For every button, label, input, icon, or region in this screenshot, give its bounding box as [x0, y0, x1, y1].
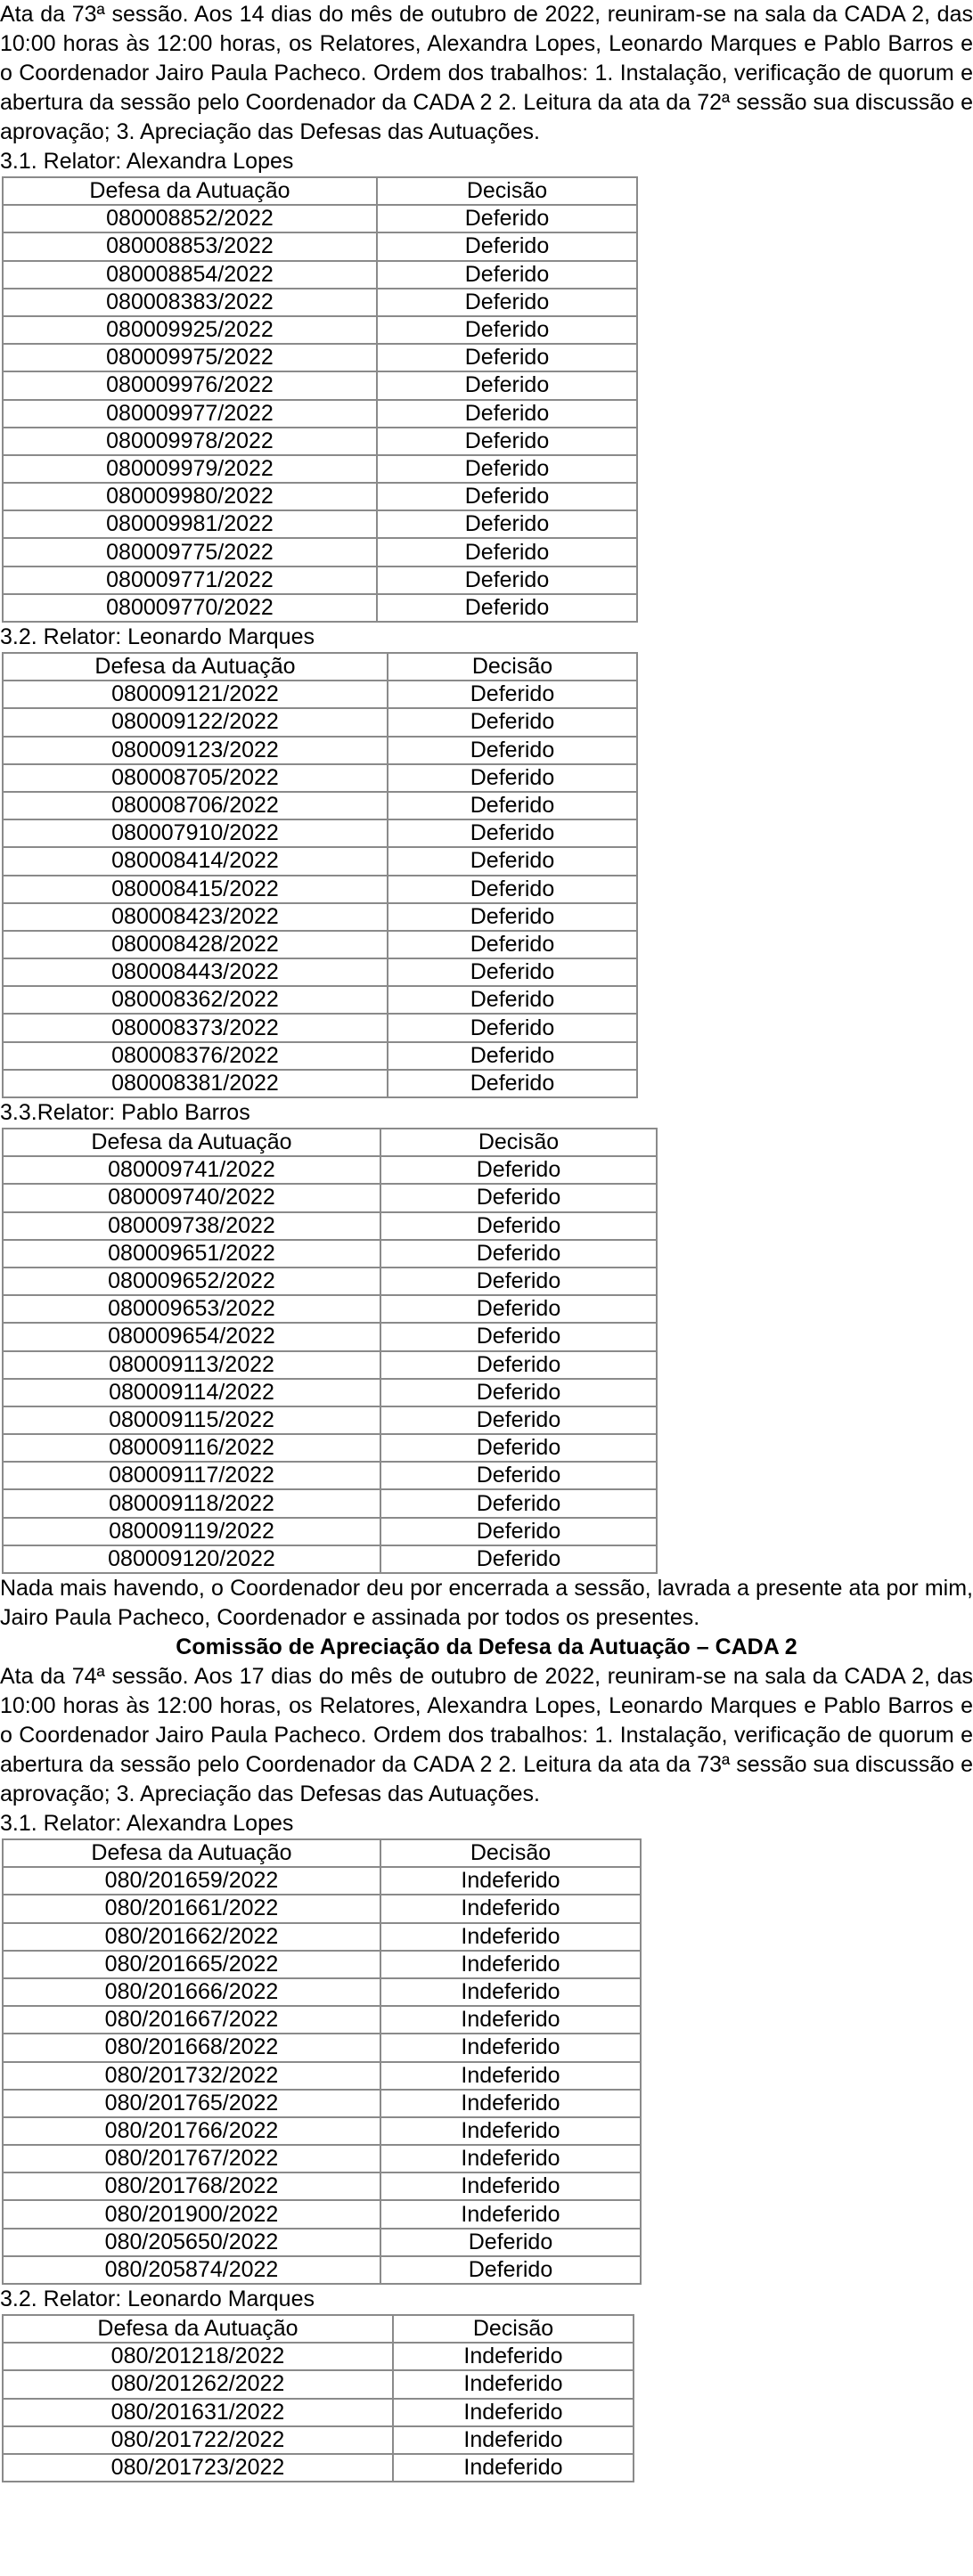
- table-row: [3, 847, 637, 875]
- decision-cell: Deferido: [388, 819, 637, 847]
- decision-cell: Deferido: [388, 708, 637, 736]
- decision-cell: Deferido: [388, 737, 637, 764]
- defesa-number-cell: 080008428/2022: [3, 931, 388, 958]
- decision-cell: Deferido: [377, 261, 637, 289]
- table-row: [3, 1951, 641, 1978]
- table-row: [3, 1295, 657, 1323]
- defesa-number-cell: 080009741/2022: [3, 1156, 380, 1184]
- table-row: [3, 1042, 637, 1070]
- decision-cell: Deferido: [380, 1156, 657, 1184]
- decision-cell: Deferido: [377, 344, 637, 371]
- table-row: [3, 1923, 641, 1951]
- table-row: [3, 2256, 641, 2284]
- table-header-row: [3, 1129, 657, 1156]
- decision-cell: Deferido: [377, 289, 637, 316]
- decision-table: [2, 1128, 658, 1574]
- column-header-defesa: Defesa da Autuação: [3, 653, 388, 681]
- defesa-number-cell: 080/201665/2022: [3, 1951, 380, 1978]
- table-row: [3, 2343, 634, 2370]
- defesa-number-cell: 080009121/2022: [3, 681, 388, 708]
- table-row: [3, 2034, 641, 2061]
- table-row: [3, 483, 637, 510]
- defesa-number-cell: 080008381/2022: [3, 1070, 388, 1097]
- defesa-number-cell: 080009117/2022: [3, 1462, 380, 1489]
- column-header-decisao: Decisão: [393, 2315, 634, 2343]
- defesa-number-cell: 080/201732/2022: [3, 2062, 380, 2090]
- table-header-row: [3, 653, 637, 681]
- defesa-number-cell: 080009775/2022: [3, 538, 377, 566]
- table-row: [3, 1240, 657, 1268]
- decision-cell: Deferido: [380, 1434, 657, 1462]
- table-row: [3, 2399, 634, 2426]
- decision-cell: Deferido: [377, 483, 637, 510]
- defesa-number-cell: 080009770/2022: [3, 594, 377, 622]
- decision-cell: Indeferido: [380, 1951, 641, 1978]
- decision-cell: Deferido: [377, 538, 637, 566]
- decision-cell: Deferido: [380, 2229, 641, 2256]
- table-row: [3, 2006, 641, 2034]
- table-row: [3, 261, 637, 289]
- table-row: [3, 1406, 657, 1434]
- table-row: [3, 2229, 641, 2256]
- decision-cell: Deferido: [377, 510, 637, 538]
- table-block-1: [0, 147, 973, 623]
- table-row: [3, 2200, 641, 2228]
- decision-cell: Indeferido: [380, 1978, 641, 2006]
- table-row: [3, 316, 637, 344]
- table-row: [3, 1895, 641, 1922]
- defesa-number-cell: 080008852/2022: [3, 205, 377, 232]
- relator-heading: 3.2. Relator: Leonardo Marques: [0, 2287, 315, 2311]
- decision-cell: Deferido: [388, 792, 637, 819]
- decision-cell: Deferido: [388, 958, 637, 986]
- defesa-number-cell: 080/201768/2022: [3, 2172, 380, 2200]
- defesa-number-cell: 080/201661/2022: [3, 1895, 380, 1922]
- defesa-number-cell: 080009122/2022: [3, 708, 388, 736]
- section-title: Comissão de Apreciação da Defesa da Autuação – CADA 2: [176, 1634, 797, 1659]
- table-header-row: [3, 2315, 634, 2343]
- decision-cell: Deferido: [380, 1240, 657, 1268]
- defesa-number-cell: 080/205874/2022: [3, 2256, 380, 2284]
- relator-heading: 3.2. Relator: Leonardo Marques: [0, 624, 315, 649]
- decision-cell: Deferido: [377, 594, 637, 622]
- defesa-number-cell: 080009120/2022: [3, 1545, 380, 1573]
- session-74-paragraph: Ata da 74ª sessão. Aos 17 dias do mês de outubro de 2022, reuniram-se na sala da CADA 2, das 10:00 horas às 12:00 horas, os Relatores, Alexandra Lopes, Leonardo Marques e Pablo Barros e o Coordenador Jairo Paula Pacheco. Ordem dos trabalhos: 1. Instalação, verificação de quorum e abertura da sessão pelo Coordenador da CADA 2 2. Leitura da ata da 73ª sessão sua discussão e aprovação; 3. Apreciação das Defesas das Autuações.: [0, 1664, 973, 1806]
- table-row: [3, 2090, 641, 2117]
- defesa-number-cell: 080009979/2022: [3, 455, 377, 483]
- table-row: [3, 428, 637, 455]
- session-73-paragraph: Ata da 73ª sessão. Aos 14 dias do mês de outubro de 2022, reuniram-se na sala da CADA 2, das 10:00 horas às 12:00 horas, os Relatores, Alexandra Lopes, Leonardo Marques e Pablo Barros e o Coordenador Jairo Paula Pacheco. Ordem dos trabalhos: 1. Instalação, verificação de quorum e abertura da sessão pelo Coordenador da CADA 2 2. Leitura da ata da 72ª sessão sua discussão e aprovação; 3. Apreciação das Defesas das Autuações.: [0, 2, 973, 144]
- defesa-number-cell: 080/201659/2022: [3, 1867, 380, 1895]
- table-row: [3, 594, 637, 622]
- defesa-number-cell: 080009981/2022: [3, 510, 377, 538]
- defesa-number-cell: 080009119/2022: [3, 1518, 380, 1545]
- defesa-number-cell: 080009116/2022: [3, 1434, 380, 1462]
- defesa-number-cell: 080008706/2022: [3, 792, 388, 819]
- column-header-decisao: Decisão: [388, 653, 637, 681]
- defesa-number-cell: 080009771/2022: [3, 567, 377, 594]
- table-row: [3, 1014, 637, 1041]
- decision-cell: Deferido: [380, 1379, 657, 1406]
- table-row: [3, 567, 637, 594]
- decision-cell: Deferido: [388, 986, 637, 1014]
- defesa-number-cell: 080/201668/2022: [3, 2034, 380, 2061]
- table-row: [3, 1462, 657, 1489]
- column-header-defesa: Defesa da Autuação: [3, 1129, 380, 1156]
- defesa-number-cell: 080/201262/2022: [3, 2370, 393, 2398]
- defesa-number-cell: 080008853/2022: [3, 232, 377, 260]
- decision-cell: Deferido: [380, 1406, 657, 1434]
- table-row: [3, 1978, 641, 2006]
- table-row: [3, 819, 637, 847]
- table-row: [3, 1070, 637, 1097]
- decision-cell: Deferido: [380, 1295, 657, 1323]
- defesa-number-cell: 080009113/2022: [3, 1351, 380, 1379]
- table-row: [3, 1351, 657, 1379]
- defesa-number-cell: 080/201900/2022: [3, 2200, 380, 2228]
- defesa-number-cell: 080008854/2022: [3, 261, 377, 289]
- decision-cell: Deferido: [377, 400, 637, 428]
- decision-cell: Deferido: [380, 1462, 657, 1489]
- defesa-number-cell: 080/201723/2022: [3, 2454, 393, 2482]
- defesa-number-cell: 080008373/2022: [3, 1014, 388, 1041]
- defesa-number-cell: 080009653/2022: [3, 1295, 380, 1323]
- decision-cell: Indeferido: [393, 2370, 634, 2398]
- defesa-number-cell: 080007910/2022: [3, 819, 388, 847]
- decision-cell: Deferido: [380, 1323, 657, 1350]
- defesa-number-cell: 080008423/2022: [3, 903, 388, 931]
- decision-cell: Indeferido: [393, 2426, 634, 2454]
- table-row: [3, 903, 637, 931]
- table-row: [3, 876, 637, 903]
- defesa-number-cell: 080/201662/2022: [3, 1923, 380, 1951]
- defesa-number-cell: 080008362/2022: [3, 986, 388, 1014]
- table-row: [3, 1156, 657, 1184]
- table-row: [3, 1489, 657, 1517]
- column-header-defesa: Defesa da Autuação: [3, 177, 377, 205]
- defesa-number-cell: 080/201218/2022: [3, 2343, 393, 2370]
- decision-cell: Deferido: [377, 371, 637, 399]
- table-row: [3, 2145, 641, 2172]
- decision-cell: Indeferido: [380, 2200, 641, 2228]
- table-header-row: [3, 1839, 641, 1867]
- decision-cell: Indeferido: [393, 2343, 634, 2370]
- defesa-number-cell: 080008705/2022: [3, 764, 388, 792]
- decision-cell: Deferido: [380, 1268, 657, 1295]
- defesa-number-cell: 080008443/2022: [3, 958, 388, 986]
- table-block-5: [0, 2285, 973, 2482]
- decision-cell: Indeferido: [380, 2145, 641, 2172]
- column-header-decisao: Decisão: [377, 177, 637, 205]
- table-block-2: [0, 623, 973, 1098]
- table-row: [3, 400, 637, 428]
- defesa-number-cell: 080008376/2022: [3, 1042, 388, 1070]
- defesa-number-cell: 080009925/2022: [3, 316, 377, 344]
- table-row: [3, 2172, 641, 2200]
- decision-cell: Deferido: [380, 1184, 657, 1211]
- table-row: [3, 764, 637, 792]
- decision-cell: Deferido: [380, 1545, 657, 1573]
- table-block-3: [0, 1098, 973, 1574]
- decision-cell: Indeferido: [380, 1867, 641, 1895]
- decision-cell: Deferido: [377, 205, 637, 232]
- decision-cell: Indeferido: [393, 2399, 634, 2426]
- table-row: [3, 1867, 641, 1895]
- defesa-number-cell: 080009740/2022: [3, 1184, 380, 1211]
- decision-cell: Deferido: [377, 232, 637, 260]
- decision-cell: Indeferido: [380, 1923, 641, 1951]
- table-row: [3, 958, 637, 986]
- defesa-number-cell: 080008383/2022: [3, 289, 377, 316]
- table-row: [3, 931, 637, 958]
- decision-cell: Deferido: [388, 764, 637, 792]
- defesa-number-cell: 080009123/2022: [3, 737, 388, 764]
- table-row: [3, 232, 637, 260]
- table-row: [3, 708, 637, 736]
- decision-cell: Deferido: [380, 1518, 657, 1545]
- table-row: [3, 2426, 634, 2454]
- defesa-number-cell: 080008415/2022: [3, 876, 388, 903]
- defesa-number-cell: 080009115/2022: [3, 1406, 380, 1434]
- defesa-number-cell: 080/201722/2022: [3, 2426, 393, 2454]
- table-block-4: [0, 1809, 973, 2285]
- defesa-number-cell: 080/201767/2022: [3, 2145, 380, 2172]
- defesa-number-cell: 080/205650/2022: [3, 2229, 380, 2256]
- decision-cell: Deferido: [380, 1351, 657, 1379]
- decision-cell: Indeferido: [380, 1895, 641, 1922]
- defesa-number-cell: 080009654/2022: [3, 1323, 380, 1350]
- decision-cell: Indeferido: [380, 2090, 641, 2117]
- decision-cell: Indeferido: [380, 2006, 641, 2034]
- defesa-number-cell: 080009978/2022: [3, 428, 377, 455]
- table-row: [3, 371, 637, 399]
- decision-cell: Deferido: [388, 876, 637, 903]
- table-header-row: [3, 177, 637, 205]
- table-row: [3, 2117, 641, 2145]
- defesa-number-cell: 080009977/2022: [3, 400, 377, 428]
- defesa-number-cell: 080/201666/2022: [3, 1978, 380, 2006]
- defesa-number-cell: 080/201667/2022: [3, 2006, 380, 2034]
- table-row: [3, 1379, 657, 1406]
- decision-cell: Deferido: [388, 1042, 637, 1070]
- table-row: [3, 1545, 657, 1573]
- defesa-number-cell: 080009738/2022: [3, 1212, 380, 1240]
- table-row: [3, 344, 637, 371]
- relator-heading: 3.1. Relator: Alexandra Lopes: [0, 149, 294, 174]
- defesa-number-cell: 080008414/2022: [3, 847, 388, 875]
- defesa-number-cell: 080009980/2022: [3, 483, 377, 510]
- decision-cell: Indeferido: [380, 2172, 641, 2200]
- defesa-number-cell: 080009976/2022: [3, 371, 377, 399]
- defesa-number-cell: 080009652/2022: [3, 1268, 380, 1295]
- decision-cell: Deferido: [380, 1489, 657, 1517]
- table-row: [3, 792, 637, 819]
- defesa-number-cell: 080009651/2022: [3, 1240, 380, 1268]
- table-row: [3, 2454, 634, 2482]
- decision-cell: Indeferido: [380, 2062, 641, 2090]
- decision-cell: Deferido: [377, 455, 637, 483]
- defesa-number-cell: 080/201631/2022: [3, 2399, 393, 2426]
- decision-cell: Deferido: [388, 681, 637, 708]
- decision-cell: Deferido: [388, 847, 637, 875]
- decision-cell: Deferido: [388, 903, 637, 931]
- decision-table: [2, 1838, 642, 2285]
- table-row: [3, 289, 637, 316]
- column-header-defesa: Defesa da Autuação: [3, 2315, 393, 2343]
- column-header-decisao: Decisão: [380, 1839, 641, 1867]
- relator-heading: 3.3.Relator: Pablo Barros: [0, 1100, 250, 1125]
- decision-cell: Indeferido: [380, 2117, 641, 2145]
- table-row: [3, 1184, 657, 1211]
- defesa-number-cell: 080009975/2022: [3, 344, 377, 371]
- decision-cell: Deferido: [388, 1070, 637, 1097]
- table-row: [3, 1323, 657, 1350]
- table-row: [3, 1518, 657, 1545]
- decision-table: [2, 176, 638, 623]
- decision-cell: Deferido: [388, 931, 637, 958]
- table-row: [3, 205, 637, 232]
- table-row: [3, 1212, 657, 1240]
- table-row: [3, 510, 637, 538]
- decision-cell: Indeferido: [380, 2034, 641, 2061]
- defesa-number-cell: 080009114/2022: [3, 1379, 380, 1406]
- defesa-number-cell: 080/201765/2022: [3, 2090, 380, 2117]
- decision-cell: Deferido: [377, 316, 637, 344]
- decision-cell: Deferido: [377, 428, 637, 455]
- table-row: [3, 681, 637, 708]
- table-row: [3, 2370, 634, 2398]
- defesa-number-cell: 080009118/2022: [3, 1489, 380, 1517]
- table-row: [3, 455, 637, 483]
- decision-cell: Deferido: [380, 2256, 641, 2284]
- column-header-defesa: Defesa da Autuação: [3, 1839, 380, 1867]
- table-row: [3, 538, 637, 566]
- decision-cell: Deferido: [388, 1014, 637, 1041]
- relator-heading: 3.1. Relator: Alexandra Lopes: [0, 1811, 294, 1836]
- table-row: [3, 737, 637, 764]
- table-row: [3, 1434, 657, 1462]
- table-row: [3, 986, 637, 1014]
- table-row: [3, 2062, 641, 2090]
- session-73-closing: Nada mais havendo, o Coordenador deu por encerrada a sessão, lavrada a presente ata por mim, Jairo Paula Pacheco, Coordenador e assinada por todos os presentes.: [0, 1576, 973, 1630]
- decision-table: [2, 652, 638, 1098]
- column-header-decisao: Decisão: [380, 1129, 657, 1156]
- decision-table: [2, 2314, 634, 2482]
- decision-cell: Deferido: [380, 1212, 657, 1240]
- defesa-number-cell: 080/201766/2022: [3, 2117, 380, 2145]
- decision-cell: Indeferido: [393, 2454, 634, 2482]
- decision-cell: Deferido: [377, 567, 637, 594]
- table-row: [3, 1268, 657, 1295]
